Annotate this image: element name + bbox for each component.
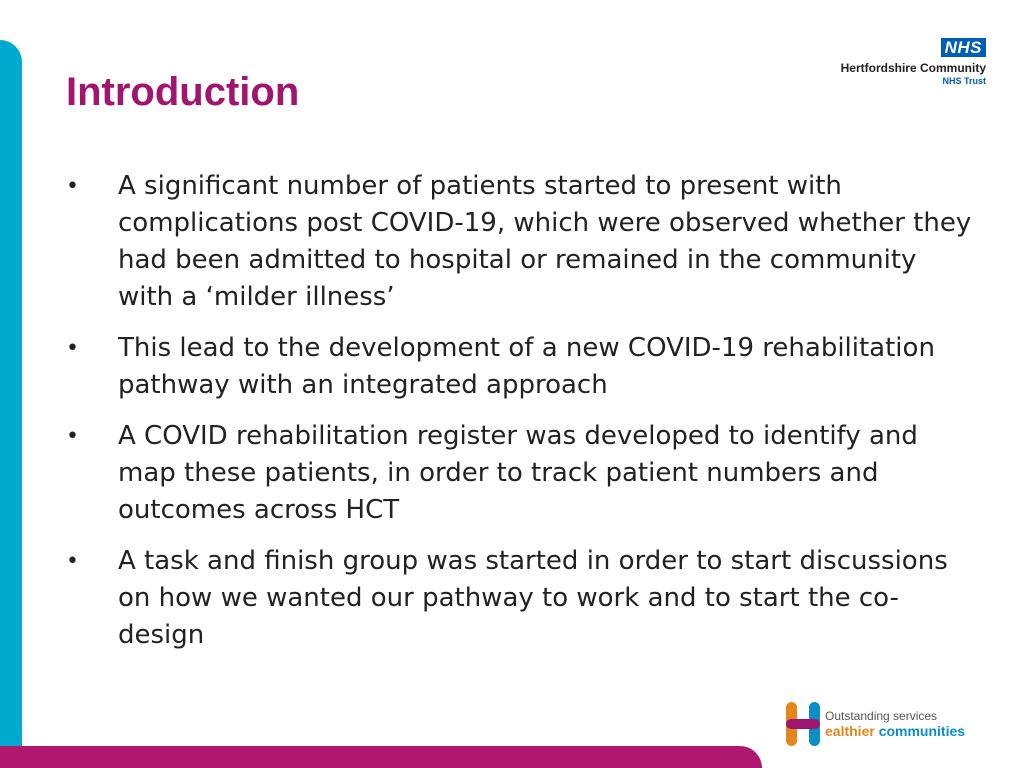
healthier-communities-logo (786, 702, 996, 748)
bullet-dot-icon: • (66, 174, 79, 199)
slide-title: Introduction (66, 70, 300, 114)
bullet-text: A significant number of patients started to present with complications post COVID-19, which were observed whether they had been admitted to hospital or remained in the community with a ‘milder illness’ (118, 171, 972, 312)
bullet-text: This lead to the development of a new COVID-19 rehabilitation pathway with an integrated approach (118, 333, 935, 400)
bullet-dot-icon: • (66, 424, 79, 449)
bullet-text: A task and finish group was started in order to start discussions on how we wanted our pathway to work and to start the co-design (118, 546, 948, 650)
logo-tagline: Outstanding services (825, 709, 938, 723)
left-accent-bar (0, 40, 22, 768)
h-letter-icon (786, 702, 820, 746)
bullet-dot-icon: • (66, 549, 79, 574)
bullet-item (66, 330, 978, 404)
bullet-item (66, 543, 978, 654)
bullet-text: A COVID rehabilitation register was developed to identify and map these patients, in order to track patient numbers and outcomes across HCT (118, 421, 918, 525)
logo-name-part2: communities (874, 723, 966, 739)
bottom-accent-bar (0, 746, 762, 768)
nhs-organisation-name: Hertfordshire Community (840, 61, 986, 75)
bullet-item (66, 168, 978, 316)
bullet-list (66, 168, 978, 668)
nhs-lozenge: NHS (941, 38, 986, 57)
logo-name (825, 723, 965, 740)
nhs-logo (818, 38, 986, 86)
bullet-item (66, 418, 978, 529)
nhs-trust-label: NHS Trust (942, 76, 986, 86)
logo-name-part1: ealthier (825, 723, 875, 739)
bullet-dot-icon: • (66, 336, 79, 361)
healthier-communities-text (825, 709, 965, 740)
